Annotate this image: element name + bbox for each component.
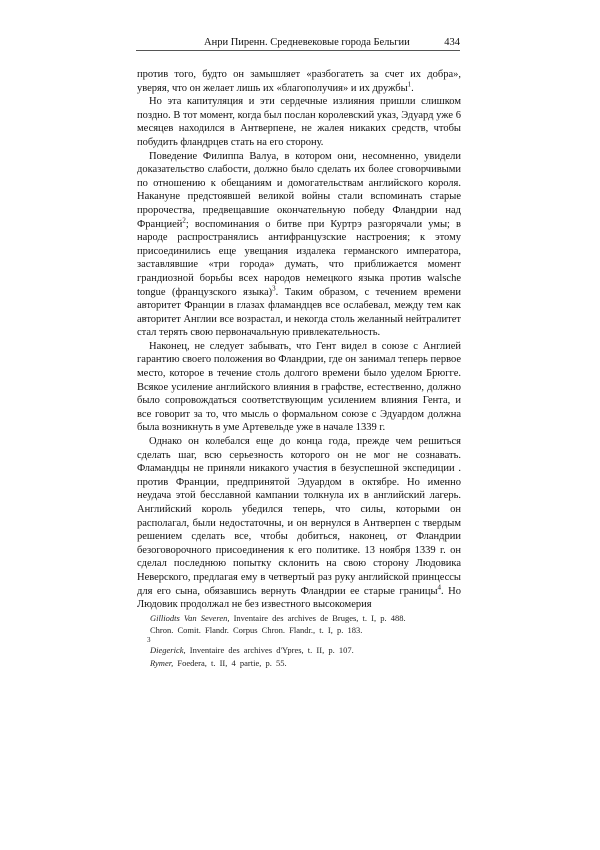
main-text — [137, 68, 461, 612]
page-header — [136, 36, 460, 51]
footnote-ref-2[interactable]: 2 — [182, 216, 186, 225]
footnote-4: Rymer, Foedera, t. II, 4 partie, p. 55. — [150, 657, 287, 668]
page-number: 434 — [444, 37, 460, 48]
footnote-ref-4[interactable]: 4 — [437, 583, 442, 592]
paragraph-3: Поведение Филиппа Валуа, в котором они, несомненно, увидели доказательство слабости, должно было сделать их более сговорчивыми по отношению к обещаниям и домогательствам английского короля. Накануне предстоявшей великой войны стали вспоминать старые пророчества, предвещавшие окончательную победу Фландрии над Францией$^2$; воспоминания о битве при Куртрэ разгорячали умы; в народе распространялись антифранцузские настроения; к этому присоединились еще увещания издалека германского императора, заставлявшие «три города» думать, что приближается момент грандиозной борьбы всех народов немецкого языка против walsche tongue (французского языка)$^3$. Таким образом, с течением времени авторитет Франции в глазах фламандцев все ослабевал, между тем как авторитет Англии все возрастал, и некогда столь желанный нейтралитет стал терять свою первоначальную привлекательность. — [137, 150, 461, 339]
footnote-1: Gilliodts Van Severen, Inventaire des archives de Bruges, t. I, p. 488. — [150, 613, 406, 623]
footnote-ref-1[interactable]: 1 — [407, 80, 412, 89]
footnote-3: 3 Diegerick, Inventaire des archives d'Ypres, t. II, p. 107. — [150, 636, 460, 656]
paragraph-1: против того, будто он замышляет «разбогатеть за счет их добра», уверяя, что он желает лишь их «благополучия» и их дружбы$^1$. — [137, 69, 461, 94]
paragraph-5: Однако он колебался еще до конца года, прежде чем решиться сделать шаг, всю серьезность которого он не мог не сознавать. Фламандцы не приняли никакого участия в безуспешной экспедиции . против Франции, предпринятой Эдуардом в октябре. Но именно неудача этой бесславной кампании толкнула их в английский лагерь. Английский король убедился теперь, что силы, которыми он располагал, были недостаточны, и он вернулся в Антверпен с твердым решением сделать все, чтобы добиться, наконец, от Фландрии безоговорочного присоединения к его политике. 13 ноября 1339 г. он сделал последнюю попытку склонить на свою сторону Людовика Неверского, предлагая ему в четвертый раз руку английской принцессы для его сына, обязавшись вернуть Фландрии ее старые границы$^4$. Но Людовик продолжал не без известного высокомерия — [137, 436, 461, 611]
footnote-ref-3[interactable]: 3 — [272, 284, 276, 292]
running-title: Анри Пиренн. Средневековые города Бельгии — [204, 37, 410, 48]
footnote-mark: 3 — [147, 636, 151, 645]
paragraph-2: Но эта капитуляция и эти сердечные излияния пришли слишком поздно. В тот момент, когда был послан королевский указ, Эдуард уже 6 месяцев находился в Антверпене, не жалея никаких средств, чтобы побудить фландрцев стать на его сторону. — [137, 96, 461, 148]
footnotes — [147, 612, 460, 669]
paragraph-4: Наконец, не следует забывать, что Гент видел в союзе с Англией гарантию своего положения во Фландрии, где он занимал теперь первое место, которое в течение столь долгого времени было уделом Брюгге. Всякое усиление английского влияния в графстве, естественно, должно было сопровождаться соответствующим усилением влияния Гента, и все говорит за то, что мысль о формальном союзе с Эдуардом должна была возникнуть в уме Артевельде уже в начале 1339 г. — [137, 340, 461, 434]
footnote-2: Chron. Comit. Flandr. Corpus Chron. Flandr., t. I, p. 183. — [150, 625, 363, 636]
